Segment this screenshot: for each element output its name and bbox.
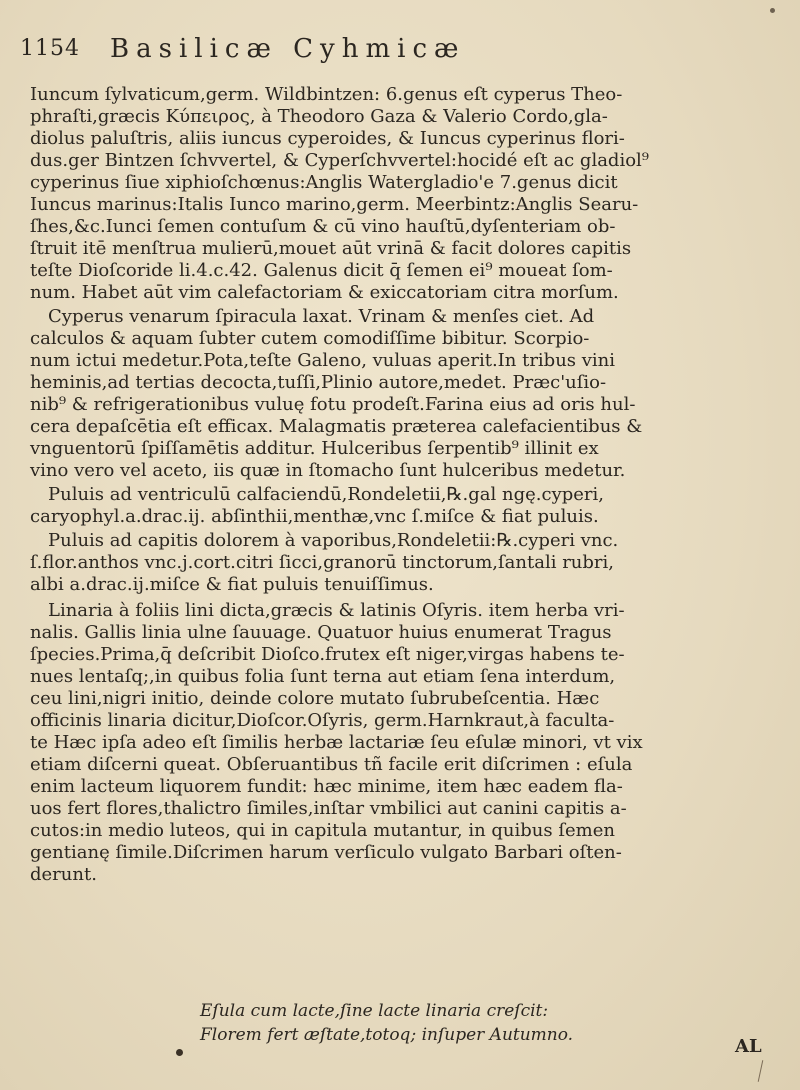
- text-line: caryophyl.a.drac.ij. abſinthii,menthæ,vnc ſ.miſce & fiat puluis.: [30, 506, 599, 527]
- text-line: officinis linaria dicitur,Dioſcor.Oſyris, germ.Harnkraut,à faculta-: [30, 710, 615, 731]
- text-line: phraſti,græcis Κύπειρος, à Theodoro Gaza & Valerio Cordo,gla-: [30, 106, 608, 127]
- text-line: vino vero vel aceto, iis quæ in ſtomacho ſunt hulceribus medetur.: [30, 460, 626, 481]
- catchword: AL: [735, 1036, 762, 1057]
- text-line: cutos:in medio luteos, qui in capitula mutantur, in quibus ſemen: [30, 820, 615, 841]
- verse-line: Florem fert æſtate,totoq; inſuper Autumno.: [200, 1025, 574, 1045]
- page-number: 1154: [20, 36, 80, 61]
- text-line: nalis. Gallis linia ulne ſauuage. Quatuor huius enumerat Tragus: [30, 622, 612, 643]
- text-line: num ictui medetur.Pota,teſte Galeno, vuluas aperit.In tribus vini: [30, 350, 616, 371]
- text-line: uos fert flores,thalictro ſimiles,inſtar vmbilici aut canini capitis a-: [30, 798, 627, 819]
- text-line: diolus paluſtris, aliis iuncus cyperoides, & Iuncus cyperinus flori-: [30, 128, 625, 149]
- text-line: Puluis ad capitis dolorem à vaporibus,Rondeletii:℞.cyperi vnc.: [48, 530, 619, 551]
- text-line: Iuncus marinus:Italis Iunco marino,germ. Meerbintz:Anglis Searu-: [30, 194, 639, 215]
- ink-spot: [176, 1049, 183, 1056]
- text-line: dus.ger Bintzen ſchvvertel, & Cyperſchvvertel:hocidé eſt ac gladiol⁹: [30, 150, 650, 171]
- text-line: ſtruit itē menſtrua mulierū,mouet aūt vrinā & facit dolores capitis: [30, 238, 632, 259]
- text-line: ſhes,&c.Iunci ſemen contuſum & cū vino hauſtū,dyſenteriam ob-: [30, 216, 616, 237]
- text-line: num. Habet aūt vim calefactoriam & exiccatoriam citra morſum.: [30, 282, 619, 303]
- text-line: ſpecies.Prima,q̄ deſcribit Dioſco.frutex eſt niger,virgas habens te-: [30, 644, 625, 665]
- text-line: etiam diſcerni queat. Obſeruantibus tñ facile erit diſcrimen : eſula: [30, 754, 633, 775]
- ink-spot: [770, 8, 775, 13]
- text-line: te Hæc ipſa adeo eſt ſimilis herbæ lactariæ ſeu eſulæ minori, vt vix: [30, 732, 643, 753]
- text-line: calculos & aquam ſubter cutem comodiſſime bibitur. Scorpio-: [30, 328, 590, 349]
- text-line: gentianę ſimile.Diſcrimen harum verſiculo vulgato Barbari oſten-: [30, 842, 622, 863]
- text-line: enim lacteum liquorem fundit: hæc minime, item hæc eadem fla-: [30, 776, 623, 797]
- text-line: teſte Dioſcoride li.4.c.42. Galenus dicit q̄ ſemen ei⁹ moueat ſom-: [30, 260, 613, 281]
- text-line: ſ.flor.anthos vnc.j.cort.citri ſicci,granorū tinctorum,ſantali rubri,: [30, 552, 614, 573]
- text-line: Iuncum ſylvaticum,germ. Wildbintzen: 6.genus eſt cyperus Theo-: [30, 84, 623, 105]
- text-line: nib⁹ & refrigerationibus vuluę fotu prodeſt.Farina eius ad oris hul-: [30, 394, 636, 415]
- text-line: Cyperus venarum ſpiracula laxat. Vrinam & menſes ciet. Ad: [48, 306, 595, 327]
- verse-line: Eſula cum lacte,ſine lacte linaria creſcit:: [200, 1001, 549, 1021]
- text-line: nues lentaſq;,in quibus folia ſunt terna aut etiam ſena interdum,: [30, 666, 616, 687]
- text-line: ceu lini,nigri initio, deinde colore mutato ſubrubeſcentia. Hæc: [30, 688, 600, 709]
- text-line: vnguentorū ſpiſſamētis additur. Hulceribus ſerpentib⁹ illinit ex: [30, 438, 599, 459]
- text-line: heminis,ad tertias decocta,tuſſi,Plinio autore,medet. Præc'uſio-: [30, 372, 607, 393]
- text-line: cyperinus ſiue xiphioſchœnus:Anglis Watergladio'e 7.genus dicit: [30, 172, 618, 193]
- text-line: derunt.: [30, 864, 97, 885]
- text-line: cera depaſcētia eſt efficax. Malagmatis præterea calefacientibus &: [30, 416, 643, 437]
- text-line: albi a.drac.ij.miſce & fiat puluis tenuiſſimus.: [30, 574, 434, 595]
- text-line: Puluis ad ventriculū calfaciendū,Rondeletii,℞.gal ngę.cyperi,: [48, 484, 605, 505]
- running-title: Basilicæ Cyhmicæ: [110, 34, 466, 64]
- text-line: Linaria à foliis lini dicta,græcis & latinis Oſyris. item herba vri-: [48, 600, 625, 621]
